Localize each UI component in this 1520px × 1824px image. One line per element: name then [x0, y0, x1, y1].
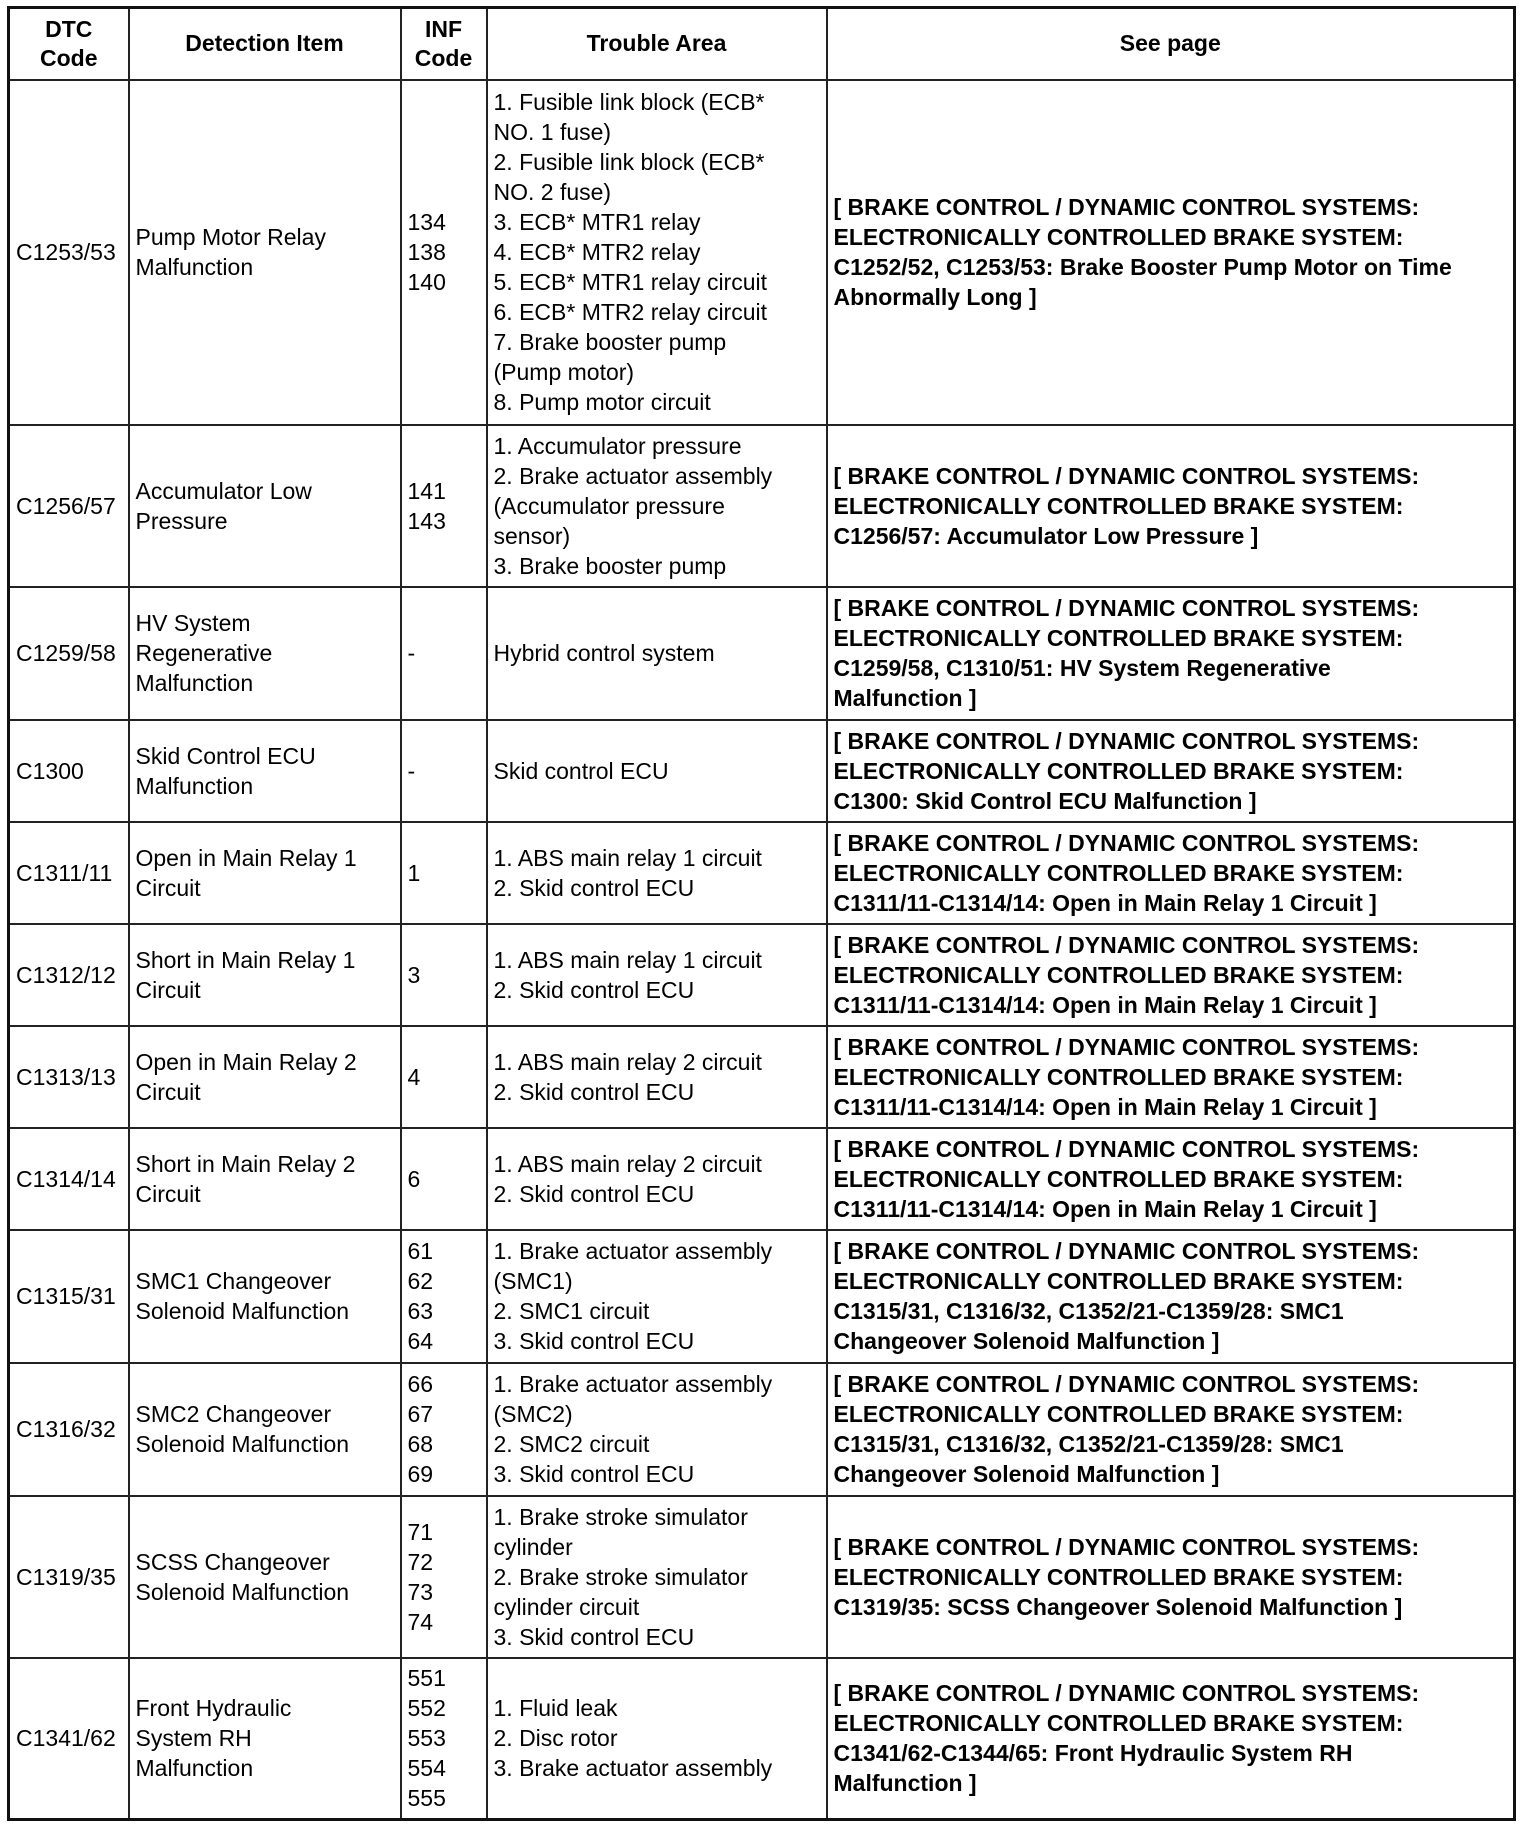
see-page-line: [ BRAKE CONTROL / DYNAMIC CONTROL SYSTEMS: [833, 1238, 1420, 1264]
inf-code-line: 554 [407, 1755, 446, 1782]
trouble-area-line: 1. ABS main relay 1 circuit [493, 946, 762, 973]
table-row [9, 1128, 1515, 1230]
inf-code-line: 68 [407, 1431, 434, 1457]
table-row [9, 1026, 1515, 1128]
dtc-code-cell: C1341/62 [9, 1658, 129, 1820]
table-row [9, 1363, 1515, 1496]
trouble-area-cell [487, 822, 827, 924]
trouble-area-line: 5. ECB* MTR1 relay circuit [493, 269, 768, 295]
trouble-area-line: cylinder circuit [493, 1593, 640, 1620]
table-row [9, 924, 1515, 1026]
table-row [9, 822, 1515, 924]
inf-code-line: 1 [407, 859, 421, 886]
see-page-line: C1252/52, C1253/53: Brake Booster Pump Motor on Time [833, 254, 1452, 280]
trouble-area-line: Skid control ECU [493, 757, 669, 784]
see-page-line: ELECTRONICALLY CONTROLLED BRAKE SYSTEM: [833, 625, 1404, 651]
table-row [9, 1496, 1515, 1658]
see-page-cell [827, 1128, 1515, 1230]
inf-code-line: - [407, 757, 416, 784]
detection-item-line: System RH [135, 1725, 252, 1752]
see-page-line: C1311/11-C1314/14: Open in Main Relay 1 Circuit ] [833, 1195, 1377, 1222]
detection-item-line: Pump Motor Relay [135, 224, 326, 250]
trouble-area-line: 3. Skid control ECU [493, 1623, 695, 1650]
inf-code-line: 134 [407, 209, 446, 235]
detection-item-line: Malfunction [135, 772, 254, 799]
inf-code-cell [401, 1496, 487, 1658]
trouble-area-line: (Accumulator pressure [493, 492, 725, 519]
inf-code-line: 61 [407, 1238, 434, 1264]
trouble-area-line: 3. Skid control ECU [493, 1328, 695, 1354]
trouble-area-line: 1. Brake actuator assembly [493, 1371, 773, 1397]
trouble-area-cell [487, 425, 827, 587]
see-page-line: C1341/62-C1344/65: Front Hydraulic System RH [833, 1740, 1353, 1767]
trouble-area-cell [487, 1496, 827, 1658]
trouble-area-cell [487, 1363, 827, 1496]
trouble-area-line: NO. 2 fuse) [493, 179, 612, 205]
inf-code-line: 4 [407, 1063, 421, 1090]
see-page-line: [ BRAKE CONTROL / DYNAMIC CONTROL SYSTEMS: [833, 1135, 1420, 1162]
see-page-line: ELECTRONICALLY CONTROLLED BRAKE SYSTEM: [833, 1710, 1404, 1737]
see-page-cell [827, 1230, 1515, 1363]
trouble-area-cell [487, 587, 827, 720]
dtc-code-cell: C1259/58 [9, 587, 129, 720]
inf-code-line: 555 [407, 1785, 446, 1812]
table-row [9, 587, 1515, 720]
detection-item-line: Pressure [135, 507, 228, 534]
inf-code-cell [401, 1128, 487, 1230]
inf-code-line: 71 [407, 1518, 434, 1545]
detection-item-line: SCSS Changeover [135, 1548, 330, 1575]
dtc-code-cell: C1256/57 [9, 425, 129, 587]
table-row [9, 720, 1515, 822]
see-page-line: C1300: Skid Control ECU Malfunction ] [833, 787, 1257, 814]
inf-code-line: 69 [407, 1461, 434, 1487]
inf-code-cell [401, 1026, 487, 1128]
header-detection-item: Detection Item [129, 8, 401, 80]
trouble-area-cell [487, 80, 827, 425]
trouble-area-cell [487, 1128, 827, 1230]
see-page-line: Malfunction ] [833, 685, 977, 711]
dtc-code-cell: C1313/13 [9, 1026, 129, 1128]
detection-item-line: Front Hydraulic [135, 1695, 292, 1722]
see-page-line: ELECTRONICALLY CONTROLLED BRAKE SYSTEM: [833, 1563, 1404, 1590]
inf-code-cell [401, 822, 487, 924]
trouble-area-cell [487, 1230, 827, 1363]
header-inf-line: INF [424, 15, 463, 42]
trouble-area-line: 3. Brake actuator assembly [493, 1755, 773, 1782]
trouble-area-line: 2. Disc rotor [493, 1725, 618, 1752]
detection-item-line: Circuit [135, 1180, 201, 1207]
detection-item-line: SMC2 Changeover [135, 1401, 332, 1427]
see-page-line: ELECTRONICALLY CONTROLLED BRAKE SYSTEM: [833, 1165, 1404, 1192]
dtc-code-cell: C1311/11 [9, 822, 129, 924]
see-page-cell [827, 80, 1515, 425]
dtc-code-cell: C1315/31 [9, 1230, 129, 1363]
header-dtc-line: DTC [45, 15, 93, 42]
inf-code-cell [401, 1658, 487, 1820]
see-page-line: [ BRAKE CONTROL / DYNAMIC CONTROL SYSTEMS: [833, 462, 1420, 489]
see-page-line: [ BRAKE CONTROL / DYNAMIC CONTROL SYSTEMS: [833, 931, 1420, 958]
detection-item-cell [129, 1230, 401, 1363]
header-inf-line: Code [414, 44, 473, 71]
inf-code-line: 6 [407, 1165, 421, 1192]
see-page-line: ELECTRONICALLY CONTROLLED BRAKE SYSTEM: [833, 492, 1404, 519]
detection-item-line: Open in Main Relay 2 [135, 1048, 357, 1075]
see-page-cell [827, 587, 1515, 720]
trouble-area-line: 1. ABS main relay 1 circuit [493, 844, 762, 871]
see-page-line: [ BRAKE CONTROL / DYNAMIC CONTROL SYSTEMS: [833, 595, 1420, 621]
detection-item-cell [129, 1363, 401, 1496]
see-page-line: C1311/11-C1314/14: Open in Main Relay 1 Circuit ] [833, 1093, 1377, 1120]
detection-item-cell [129, 1658, 401, 1820]
inf-code-line: 553 [407, 1725, 446, 1752]
see-page-cell [827, 1363, 1515, 1496]
dtc-code-cell: C1316/32 [9, 1363, 129, 1496]
header-dtc-code [9, 8, 129, 80]
inf-code-line: 551 [407, 1665, 446, 1692]
trouble-area-line: 1. Brake actuator assembly [493, 1238, 773, 1264]
header-trouble-area: Trouble Area [487, 8, 827, 80]
see-page-cell [827, 1658, 1515, 1820]
header-see-page: See page [827, 8, 1515, 80]
trouble-area-line: (SMC2) [493, 1401, 573, 1427]
see-page-line: [ BRAKE CONTROL / DYNAMIC CONTROL SYSTEMS: [833, 194, 1420, 220]
trouble-area-line: (Pump motor) [493, 359, 635, 385]
see-page-cell [827, 1496, 1515, 1658]
see-page-cell [827, 720, 1515, 822]
detection-item-cell [129, 1026, 401, 1128]
inf-code-cell [401, 80, 487, 425]
table-row [9, 1658, 1515, 1820]
trouble-area-line: Hybrid control system [493, 640, 715, 666]
see-page-line: Abnormally Long ] [833, 284, 1037, 310]
see-page-line: ELECTRONICALLY CONTROLLED BRAKE SYSTEM: [833, 961, 1404, 988]
see-page-line: ELECTRONICALLY CONTROLLED BRAKE SYSTEM: [833, 1063, 1404, 1090]
trouble-area-line: 2. Skid control ECU [493, 1078, 695, 1105]
inf-code-line: 63 [407, 1298, 434, 1324]
trouble-area-cell [487, 1026, 827, 1128]
see-page-line: Changeover Solenoid Malfunction ] [833, 1328, 1220, 1354]
detection-item-line: Short in Main Relay 1 [135, 946, 356, 973]
see-page-line: C1256/57: Accumulator Low Pressure ] [833, 522, 1259, 549]
trouble-area-line: 6. ECB* MTR2 relay circuit [493, 299, 768, 325]
detection-item-cell [129, 822, 401, 924]
see-page-line: ELECTRONICALLY CONTROLLED BRAKE SYSTEM: [833, 224, 1404, 250]
trouble-area-cell [487, 1658, 827, 1820]
inf-code-cell [401, 924, 487, 1026]
inf-code-line: 64 [407, 1328, 434, 1354]
trouble-area-cell [487, 720, 827, 822]
see-page-line: [ BRAKE CONTROL / DYNAMIC CONTROL SYSTEMS: [833, 1533, 1420, 1560]
see-page-cell [827, 425, 1515, 587]
see-page-line: ELECTRONICALLY CONTROLLED BRAKE SYSTEM: [833, 1401, 1404, 1427]
detection-item-line: Regenerative [135, 640, 273, 666]
trouble-area-line: 2. Skid control ECU [493, 874, 695, 901]
see-page-cell [827, 924, 1515, 1026]
inf-code-line: 67 [407, 1401, 434, 1427]
inf-code-line: 138 [407, 239, 446, 265]
trouble-area-line: 8. Pump motor circuit [493, 389, 711, 415]
trouble-area-line: 4. ECB* MTR2 relay [493, 239, 701, 265]
detection-item-line: Solenoid Malfunction [135, 1431, 350, 1457]
trouble-area-line: cylinder [493, 1533, 573, 1560]
see-page-line: C1319/35: SCSS Changeover Solenoid Malfunction ] [833, 1593, 1403, 1620]
inf-code-line: 3 [407, 961, 421, 988]
inf-code-line: 62 [407, 1268, 434, 1294]
detection-item-cell [129, 80, 401, 425]
see-page-line: [ BRAKE CONTROL / DYNAMIC CONTROL SYSTEMS: [833, 1680, 1420, 1707]
trouble-area-line: 2. SMC1 circuit [493, 1298, 650, 1324]
detection-item-line: Solenoid Malfunction [135, 1298, 350, 1324]
trouble-area-line: 7. Brake booster pump [493, 329, 727, 355]
detection-item-line: Malfunction [135, 670, 254, 696]
trouble-area-line: 2. SMC2 circuit [493, 1431, 650, 1457]
trouble-area-line: 1. Fusible link block (ECB* [493, 89, 765, 115]
trouble-area-line: 2. Brake actuator assembly [493, 462, 773, 489]
detection-item-cell [129, 587, 401, 720]
trouble-area-line: 1. Fluid leak [493, 1695, 618, 1722]
see-page-line: C1311/11-C1314/14: Open in Main Relay 1 Circuit ] [833, 889, 1377, 916]
trouble-area-line: sensor) [493, 522, 571, 549]
dtc-table [7, 6, 1516, 1821]
inf-code-line: 74 [407, 1608, 434, 1635]
header-dtc-line: Code [40, 44, 98, 71]
inf-code-cell [401, 425, 487, 587]
detection-item-cell [129, 1496, 401, 1658]
detection-item-line: Open in Main Relay 1 [135, 844, 357, 871]
header-row [9, 8, 1515, 80]
trouble-area-line: 1. Accumulator pressure [493, 432, 742, 459]
see-page-line: [ BRAKE CONTROL / DYNAMIC CONTROL SYSTEMS: [833, 829, 1420, 856]
dtc-code-cell: C1253/53 [9, 80, 129, 425]
detection-item-line: Circuit [135, 976, 201, 1003]
see-page-cell [827, 1026, 1515, 1128]
detection-item-line: Skid Control ECU [135, 742, 316, 769]
trouble-area-line: 1. Brake stroke simulator [493, 1503, 748, 1530]
see-page-line: [ BRAKE CONTROL / DYNAMIC CONTROL SYSTEMS: [833, 727, 1420, 754]
detection-item-line: Circuit [135, 1078, 201, 1105]
inf-code-cell [401, 1363, 487, 1496]
header-inf-code [401, 8, 487, 80]
see-page-cell [827, 822, 1515, 924]
inf-code-cell [401, 1230, 487, 1363]
see-page-line: C1311/11-C1314/14: Open in Main Relay 1 Circuit ] [833, 991, 1377, 1018]
detection-item-line: Malfunction [135, 254, 254, 280]
detection-item-line: Short in Main Relay 2 [135, 1150, 356, 1177]
detection-item-line: HV System [135, 610, 251, 636]
dtc-code-cell: C1319/35 [9, 1496, 129, 1658]
detection-item-line: SMC1 Changeover [135, 1268, 332, 1294]
see-page-line: C1315/31, C1316/32, C1352/21-C1359/28: SMC1 [833, 1431, 1344, 1457]
inf-code-line: - [407, 640, 416, 666]
detection-item-line: Solenoid Malfunction [135, 1578, 350, 1605]
trouble-area-line: (SMC1) [493, 1268, 573, 1294]
inf-code-cell [401, 720, 487, 822]
see-page-line: ELECTRONICALLY CONTROLLED BRAKE SYSTEM: [833, 757, 1404, 784]
trouble-area-line: 2. Skid control ECU [493, 976, 695, 1003]
detection-item-cell [129, 1128, 401, 1230]
trouble-area-cell [487, 924, 827, 1026]
detection-item-cell [129, 425, 401, 587]
detection-item-line: Accumulator Low [135, 477, 312, 504]
see-page-line: C1259/58, C1310/51: HV System Regenerative [833, 655, 1331, 681]
see-page-line: Changeover Solenoid Malfunction ] [833, 1461, 1220, 1487]
see-page-line: Malfunction ] [833, 1770, 977, 1797]
see-page-line: C1315/31, C1316/32, C1352/21-C1359/28: SMC1 [833, 1298, 1344, 1324]
inf-code-line: 552 [407, 1695, 446, 1722]
detection-item-line: Circuit [135, 874, 201, 901]
see-page-line: ELECTRONICALLY CONTROLLED BRAKE SYSTEM: [833, 859, 1404, 886]
detection-item-line: Malfunction [135, 1755, 254, 1782]
table-row [9, 80, 1515, 425]
table-row [9, 1230, 1515, 1363]
inf-code-line: 143 [407, 507, 446, 534]
trouble-area-line: 3. Brake booster pump [493, 552, 727, 579]
inf-code-line: 66 [407, 1371, 434, 1397]
inf-code-line: 73 [407, 1578, 434, 1605]
detection-item-cell [129, 924, 401, 1026]
inf-code-line: 141 [407, 477, 446, 504]
trouble-area-line: 3. Skid control ECU [493, 1461, 695, 1487]
trouble-area-line: 2. Brake stroke simulator [493, 1563, 748, 1590]
inf-code-cell [401, 587, 487, 720]
table-row [9, 425, 1515, 587]
see-page-line: [ BRAKE CONTROL / DYNAMIC CONTROL SYSTEMS: [833, 1033, 1420, 1060]
dtc-code-cell: C1300 [9, 720, 129, 822]
detection-item-cell [129, 720, 401, 822]
inf-code-line: 140 [407, 269, 446, 295]
trouble-area-line: 1. ABS main relay 2 circuit [493, 1150, 762, 1177]
trouble-area-line: 3. ECB* MTR1 relay [493, 209, 701, 235]
trouble-area-line: 1. ABS main relay 2 circuit [493, 1048, 762, 1075]
see-page-line: [ BRAKE CONTROL / DYNAMIC CONTROL SYSTEMS: [833, 1371, 1420, 1397]
trouble-area-line: NO. 1 fuse) [493, 119, 612, 145]
trouble-area-line: 2. Fusible link block (ECB* [493, 149, 765, 175]
inf-code-line: 72 [407, 1548, 434, 1575]
trouble-area-line: 2. Skid control ECU [493, 1180, 695, 1207]
dtc-code-cell: C1312/12 [9, 924, 129, 1026]
see-page-line: ELECTRONICALLY CONTROLLED BRAKE SYSTEM: [833, 1268, 1404, 1294]
dtc-code-cell: C1314/14 [9, 1128, 129, 1230]
